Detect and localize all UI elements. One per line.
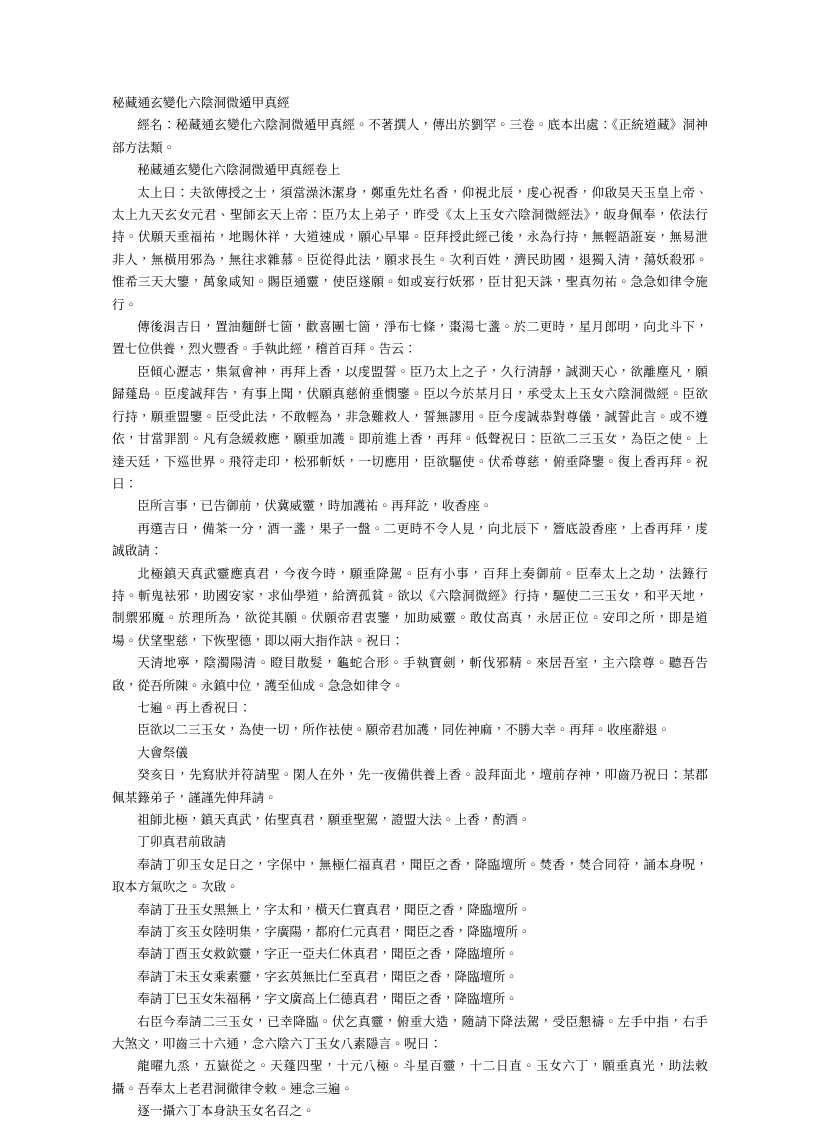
paragraph-invocation-dingsi: 奉請丁巳玉女朱福稱，字文廣高上仁德真君，聞臣之香，降臨壇所。 xyxy=(137,991,518,1007)
paragraph-summary-petition: 右臣今奉請二三玉女，已幸降臨。伏乞真靈，俯垂大造，隨請下降法駕，受臣懇禱。左手中指，右手大煞文，叩齒三十六通，念六陰六丁玉女八素隱言。呪曰： xyxy=(112,1013,708,1052)
paragraph-seven-repetitions: 七遍。再上香祝曰： xyxy=(137,699,252,715)
paragraph-report-completion: 臣所言事，已告御前，伏冀威靈，時加護祐。再拜訖，收香座。 xyxy=(137,498,493,514)
paragraph-invocation-dingmao: 奉請丁卯玉女足日之，字保中，無極仁福真君，聞臣之香，降臨壇所。焚香，焚合同符，誦本身呪，取本方氣吹之。次啟。 xyxy=(112,856,708,895)
paragraph-second-auspicious-day: 再選吉日，備茶一分，酒一盞，果子一盤。二更時不令人見，向北辰下，簷底設香座，上香再拜，虔誠啟請： xyxy=(112,520,708,559)
paragraph-volume-heading: 秘藏通玄變化六陰洞微遁甲真經卷上 xyxy=(137,162,341,178)
section-heading-great-assembly-rite: 大會祭儀 xyxy=(137,744,188,760)
paragraph-offering-preparation: 傳後涓吉日，置油麵餅七箇，歡喜團七箇，淨布七條，棗湯七盞。於二更時，星月郎明，向北斗下，置七位供養，烈火豐香。手執此經，稽首百拜。告云： xyxy=(112,319,708,357)
paragraph-invocation-dinghai: 奉請丁亥玉女陸明集，字廣陽，都府仁元真君，聞臣之香，降臨壇所。 xyxy=(137,924,531,940)
paragraph-taishang-discourse: 太上曰：夫欲傳授之士，須當澡沐潔身，鄭重先灶名香，仰視北辰，虔心祝香，仰啟昊天玉皇上帝、太上九天玄女元君、聖師玄天上帝：臣乃太上弟子，昨受《太上玉女六陰洞微經法》，皈身佩奉，依法行持。伏願天垂福祐，地賜休祥，大道速成，願心早畢。臣拜授此經己後，永為行持，無輕語誑妄，無易泄非人，無橫用邪為，無往求雜慕。臣從得此法，願求長生。次利百姓，濟民助國，退獨入清，蕩妖殺邪。惟希三天大鑒，萬象咸知。賜臣通靈，使臣遂願。如或妄行妖邪，臣甘犯天誅，聖真勿祐。急急如律令施行。 xyxy=(112,184,708,312)
paragraph-jade-maidens-request: 臣欲以二三玉女，為使一切，所作袪使。願帝君加護，同佐神麻，不勝大幸。再拜。收座辭退。 xyxy=(137,722,671,738)
paragraph-invocation-dingyou: 奉請丁酉玉女救欽靈，字正一亞夫仁休真君，聞臣之香，降臨壇所。 xyxy=(137,946,518,962)
paragraph-oath-declaration: 臣傾心瀝志，集氣會神，再拜上香，以虔盟誓。臣乃太上之子，久行清靜，誠測天心，欲離塵凡，願歸蓬島。臣虔誠拜告，有事上聞，伏願真慈俯垂憫鑒。臣以今於某月日，承受太上玉女六陰洞微經。臣欲行持，願垂盟鑒。臣受此法，不敢輕為，非急難救人，誓無謬用。臣今虔誠恭對尊儀，誠誓此言。或不遵依，甘當罪罰。凡有急緩救應，願垂加護。即前進上香，再拜。低聲祝曰：臣欲二三玉女，為臣之使。上達天廷，下巡世界。飛符走印，松邪斬妖，一切應用，臣欲驅使。伏希尊慈，俯垂降鑒。復上香再拜。祝曰： xyxy=(112,363,708,491)
paragraph-guihai-day-rite: 癸亥日，先寫狀并符請聖。閑人在外，先一夜備供養上香。設拜面北，壇前存神，叩齒乃祝曰：某郡佩某籙弟子，謹謹先伸拜請。 xyxy=(112,767,708,805)
document-title: 秘藏通玄變化六陰洞微遁甲真經 xyxy=(112,95,290,110)
paragraph-dragon-incantation: 龍曜九烝，五嶽從之。天蓬四聖，十元八極。斗星百靈，十二日直。玉女六丁，願垂真光，助法敕攝。吾奉太上老君洞徹律令敕。連念三遍。 xyxy=(112,1058,708,1096)
paragraph-invocation-dingchou: 奉請丁丑玉女黑無上，字太和，橫天仁寶真君，聞臣之香，降臨壇所。 xyxy=(137,901,531,917)
text-column xyxy=(112,92,708,1123)
paragraph-closing-instruction: 逐一攝六丁本身訣玉女名召之。 xyxy=(137,1103,315,1119)
paragraph-incantation-heaven-earth: 天清地寧，陰濁陽清。瞪目散髮，龜蛇合形。手執寶劍，斬伐邪精。來居吾室，主六陰尊。聽吾告啟，從吾所陳。永鎮中位，護至仙成。急急如律令。 xyxy=(112,655,708,693)
paragraph-invocation-dingwei: 奉請丁未玉女乘素靈，字玄英無比仁至真君，聞臣之香，降臨壇所。 xyxy=(137,968,518,984)
paragraph-patriarch-beiji: 祖師北極，鎮天真武，佑聖真君，願垂聖駕，證盟大法。上香，酌酒。 xyxy=(137,812,531,827)
paragraph-beiji-zhenwu-invocation: 北極鎮天真武靈應真君，今夜今時，願垂降駕。臣有小事，百拜上奏御前。臣奉太上之劫，法籙行持。斬鬼袪邪，助國安家，求仙學道，給濟孤貧。欲以《六陰洞微經》行持，驅使二三玉女，和平天地，制禦邪魔。於理所為，欲從其願。伏願帝君衷鑒，加助威靈。敢仗高真，永居正位。安印之所，即是道場。伏望聖慈，下恢聖德，即以兩大指作訣。祝曰： xyxy=(112,565,708,648)
paragraph-scripture-name: 經名：秘藏通玄變化六陰洞微遁甲真經。不著撰人，傳出於劉罕。三卷。底本出處：《正統道藏》洞神部方法類。 xyxy=(112,117,708,155)
section-heading-dingmao-petition: 丁卯真君前啟請 xyxy=(137,834,227,850)
